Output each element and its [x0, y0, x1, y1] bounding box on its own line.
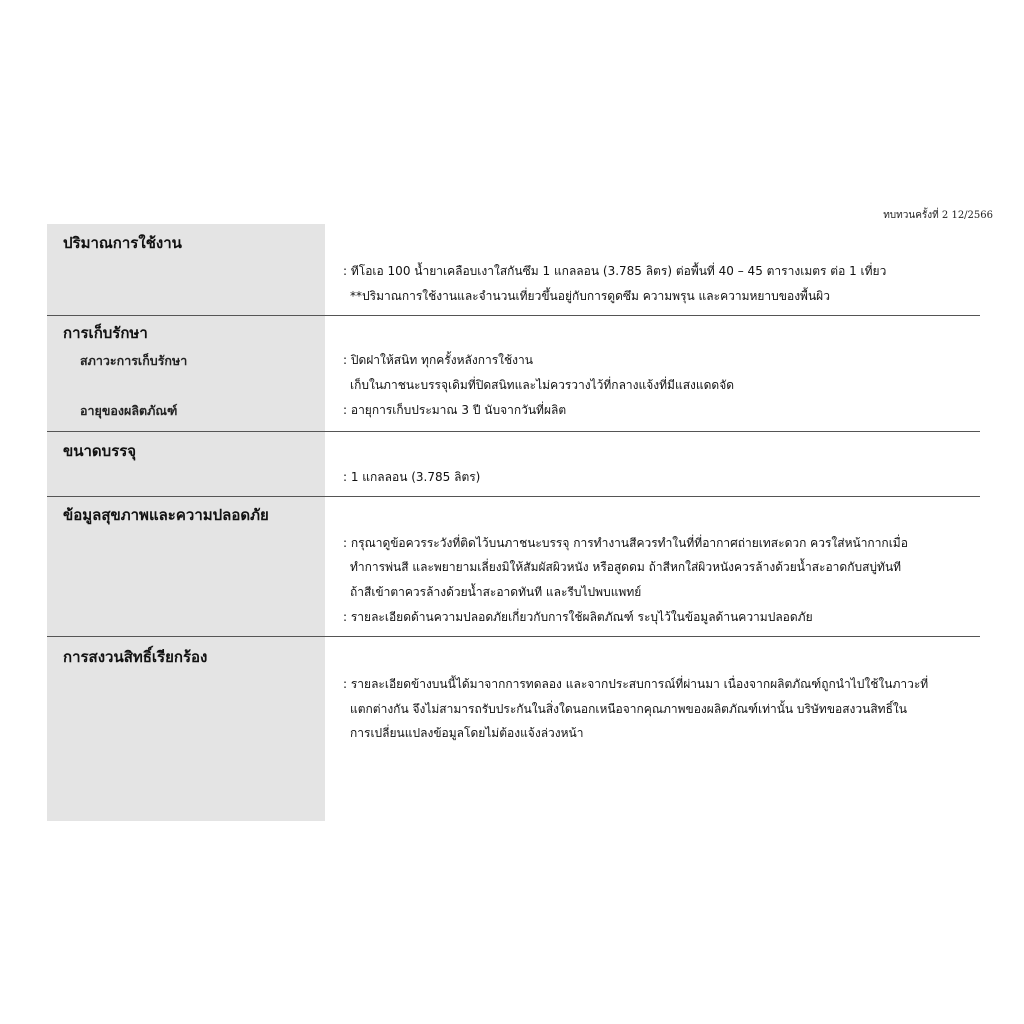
- divider: [47, 431, 980, 432]
- rights-heading: การสงวนสิทธิ์เรียกร้อง: [63, 648, 208, 666]
- package-line: : 1 แกลลอน (3.785 ลิตร): [343, 470, 481, 484]
- usage-heading: ปริมาณการใช้งาน: [63, 234, 182, 252]
- safety-line-2: ทำการพ่นสี และพยายามเลี่ยงมิให้สัมผัสผิวหนัง หรือสูดดม ถ้าสีหกใส่ผิวหนังควรล้างด้วยน้ำสะอาดกับสบู่ทันที: [350, 560, 902, 574]
- rights-line-3: การเปลี่ยนแปลงข้อมูลโดยไม่ต้องแจ้งล่วงหน้า: [350, 726, 584, 740]
- divider: [47, 315, 980, 316]
- package-heading: ขนาดบรรจุ: [63, 442, 137, 460]
- storage-condition-line-1: : ปิดฝาให้สนิท ทุกครั้งหลังการใช้งาน: [343, 353, 533, 367]
- storage-heading: การเก็บรักษา: [63, 324, 148, 342]
- safety-line-3: ถ้าสีเข้าตาควรล้างด้วยน้ำสะอาดทันที และรีบไปพบแพทย์: [350, 585, 642, 599]
- usage-line-1: : ทีโอเอ 100 น้ำยาเคลือบเงาใสกันซึม 1 แกลลอน (3.785 ลิตร) ต่อพื้นที่ 40 – 45 ตารางเมตร ต่อ 1 เที่ยว: [343, 264, 887, 278]
- revision-note: ทบทวนครั้งที่ 2 12/2566: [883, 210, 993, 221]
- shelf-life-line: : อายุการเก็บประมาณ 3 ปี นับจากวันที่ผลิต: [343, 403, 567, 417]
- rights-line-1: : รายละเอียดข้างบนนี้ได้มาจากการทดลอง และจากประสบการณ์ที่ผ่านมา เนื่องจากผลิตภัณฑ์ถูกนำไปใช้ในภาวะที่: [343, 677, 929, 691]
- storage-condition-line-2: เก็บในภาชนะบรรจุเดิมที่ปิดสนิทและไม่ควรวางไว้ที่กลางแจ้งที่มีแสงแดดจัด: [350, 378, 735, 392]
- divider: [47, 636, 980, 637]
- safety-line-1: : กรุณาดูข้อควรระวังที่ติดไว้บนภาชนะบรรจุ การทำงานสีควรทำในที่ที่อากาศถ่ายเทสะดวก ควรใส่หน้ากากเมื่อ: [343, 536, 908, 550]
- rights-line-2: แตกต่างกัน จึงไม่สามารถรับประกันในสิ่งใดนอกเหนือจากคุณภาพของผลิตภัณฑ์เท่านั้น บริษัทขอสงวนสิทธิ์ใน: [350, 702, 907, 716]
- usage-line-2: **ปริมาณการใช้งานและจำนวนเที่ยวขึ้นอยู่กับการดูดซึม ความพรุน และความหยาบของพื้นผิว: [350, 289, 830, 303]
- storage-condition-label: สภาวะการเก็บรักษา: [80, 353, 188, 368]
- divider: [47, 496, 980, 497]
- safety-line-4: : รายละเอียดด้านความปลอดภัยเกี่ยวกับการใช้ผลิตภัณฑ์ ระบุไว้ในข้อมูลด้านความปลอดภัย: [343, 610, 813, 624]
- safety-heading: ข้อมูลสุขภาพและความปลอดภัย: [63, 506, 269, 524]
- shelf-life-label: อายุของผลิตภัณฑ์: [80, 403, 178, 418]
